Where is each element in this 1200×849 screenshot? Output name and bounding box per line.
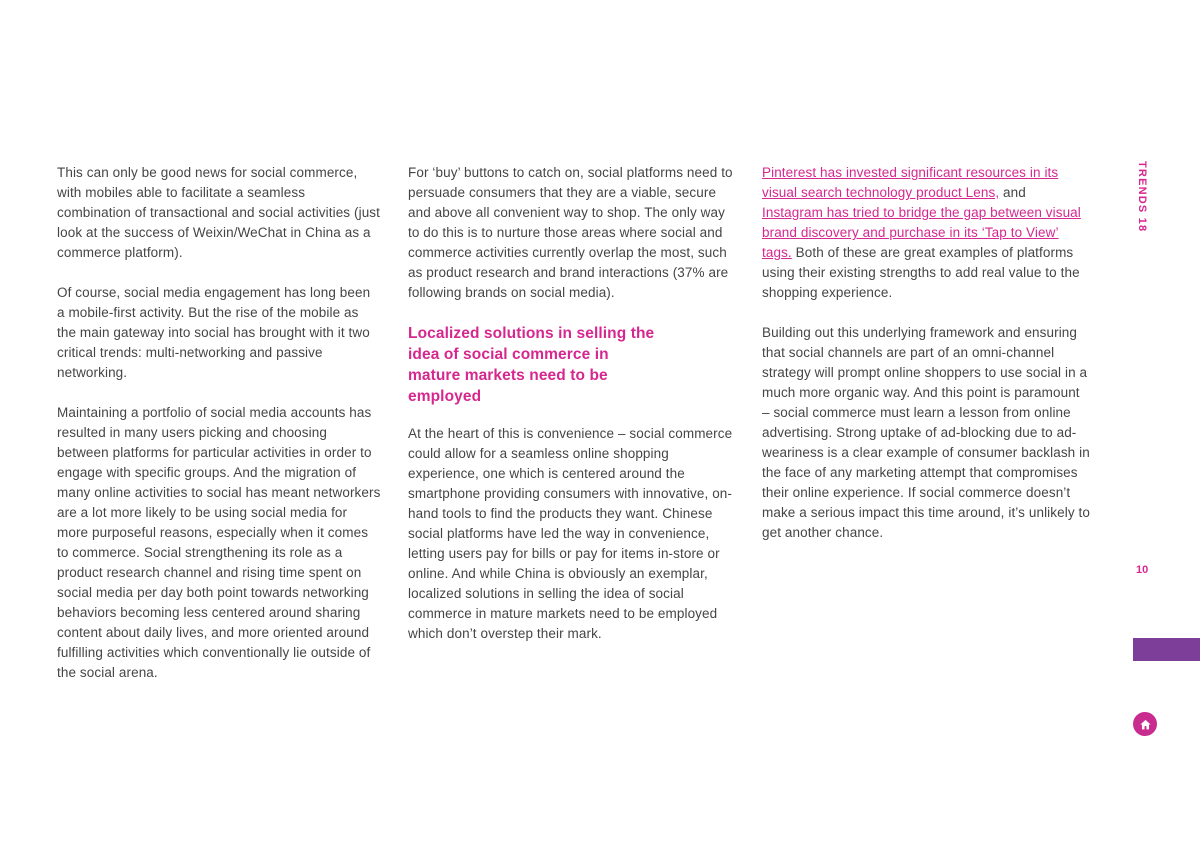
text-column-1 [57, 163, 381, 703]
paragraph-text: and [999, 185, 1026, 200]
pinterest-lens-link[interactable]: Pinterest has invested significant resources in its visual search technology product Lens, [762, 165, 1059, 200]
paragraph-text: Both of these are great examples of platforms using their existing strengths to add real value to the shopping experience. [762, 245, 1080, 300]
page-number: 10 [1136, 564, 1149, 576]
paragraph: For ‘buy’ buttons to catch on, social platforms need to persuade consumers that they are a viable, secure and above all convenient way to shop. The only way to do this is to nurture those areas where social and commerce activities currently overlap the most, such as product research and brand interactions (37% are following brands on social media). [408, 165, 733, 300]
paragraph: Maintaining a portfolio of social media accounts has resulted in many users picking and choosing between platforms for particular activities in order to engage with specific groups. And the migration of many online activities to social has meant networkers are a lot more likely to be using social media for more purposeful reasons, especially when it comes to commerce. Social strengthening its role as a product research channel and rising time spent on social media per day both point towards networking behaviors becoming less centered around sharing content about daily lives, and more oriented around fulfilling activities which conventionally lie outside of the social arena. [57, 405, 381, 680]
paragraph: At the heart of this is convenience – social commerce could allow for a seamless online shopping experience, one which is centered around the smartphone providing consumers with innovative, on-hand tools to find the products they want. Chinese social platforms have led the way in convenience, letting users pay for bills or pay for items in-store or online. And while China is obviously an exemplar, localized solutions in selling the idea of social commerce in mature markets need to be employed which don’t overstep their mark. [408, 426, 733, 641]
trends-side-label: TRENDS 18 [1136, 161, 1148, 233]
section-color-bar [1133, 638, 1200, 661]
paragraph-with-links [762, 163, 1090, 303]
paragraph: Of course, social media engagement has long been a mobile-first activity. But the rise of the mobile as the main gateway into social has brought with it two critical trends: multi-networking and passive networking. [57, 285, 371, 380]
paragraph: This can only be good news for social commerce, with mobiles able to facilitate a seamless combination of transactional and social activities (just look at the success of Weixin/WeChat in China as a commerce platform). [57, 165, 381, 260]
text-column-3 [762, 163, 1090, 563]
text-column-2 [408, 163, 740, 664]
home-icon [1139, 718, 1152, 731]
instagram-tap-to-view-link[interactable]: Instagram has tried to bridge the gap between visual brand discovery and purchase in its ‘Tap to View’ tags. [762, 205, 1081, 260]
home-button[interactable] [1133, 712, 1157, 736]
section-heading: Localized solutions in selling the idea of social commerce in mature markets need to be employed [408, 325, 655, 405]
paragraph: Building out this underlying framework and ensuring that social channels are part of an omni-channel strategy will prompt online shoppers to use social in a much more organic way. And this point is paramount – social commerce must learn a lesson from online advertising. Strong uptake of ad-blocking due to ad-weariness is a clear example of consumer backlash in the face of any marketing attempt that compromises their online experience. If social commerce doesn’t make a serious impact this time around, it’s unlikely to get another chance. [762, 325, 1090, 540]
